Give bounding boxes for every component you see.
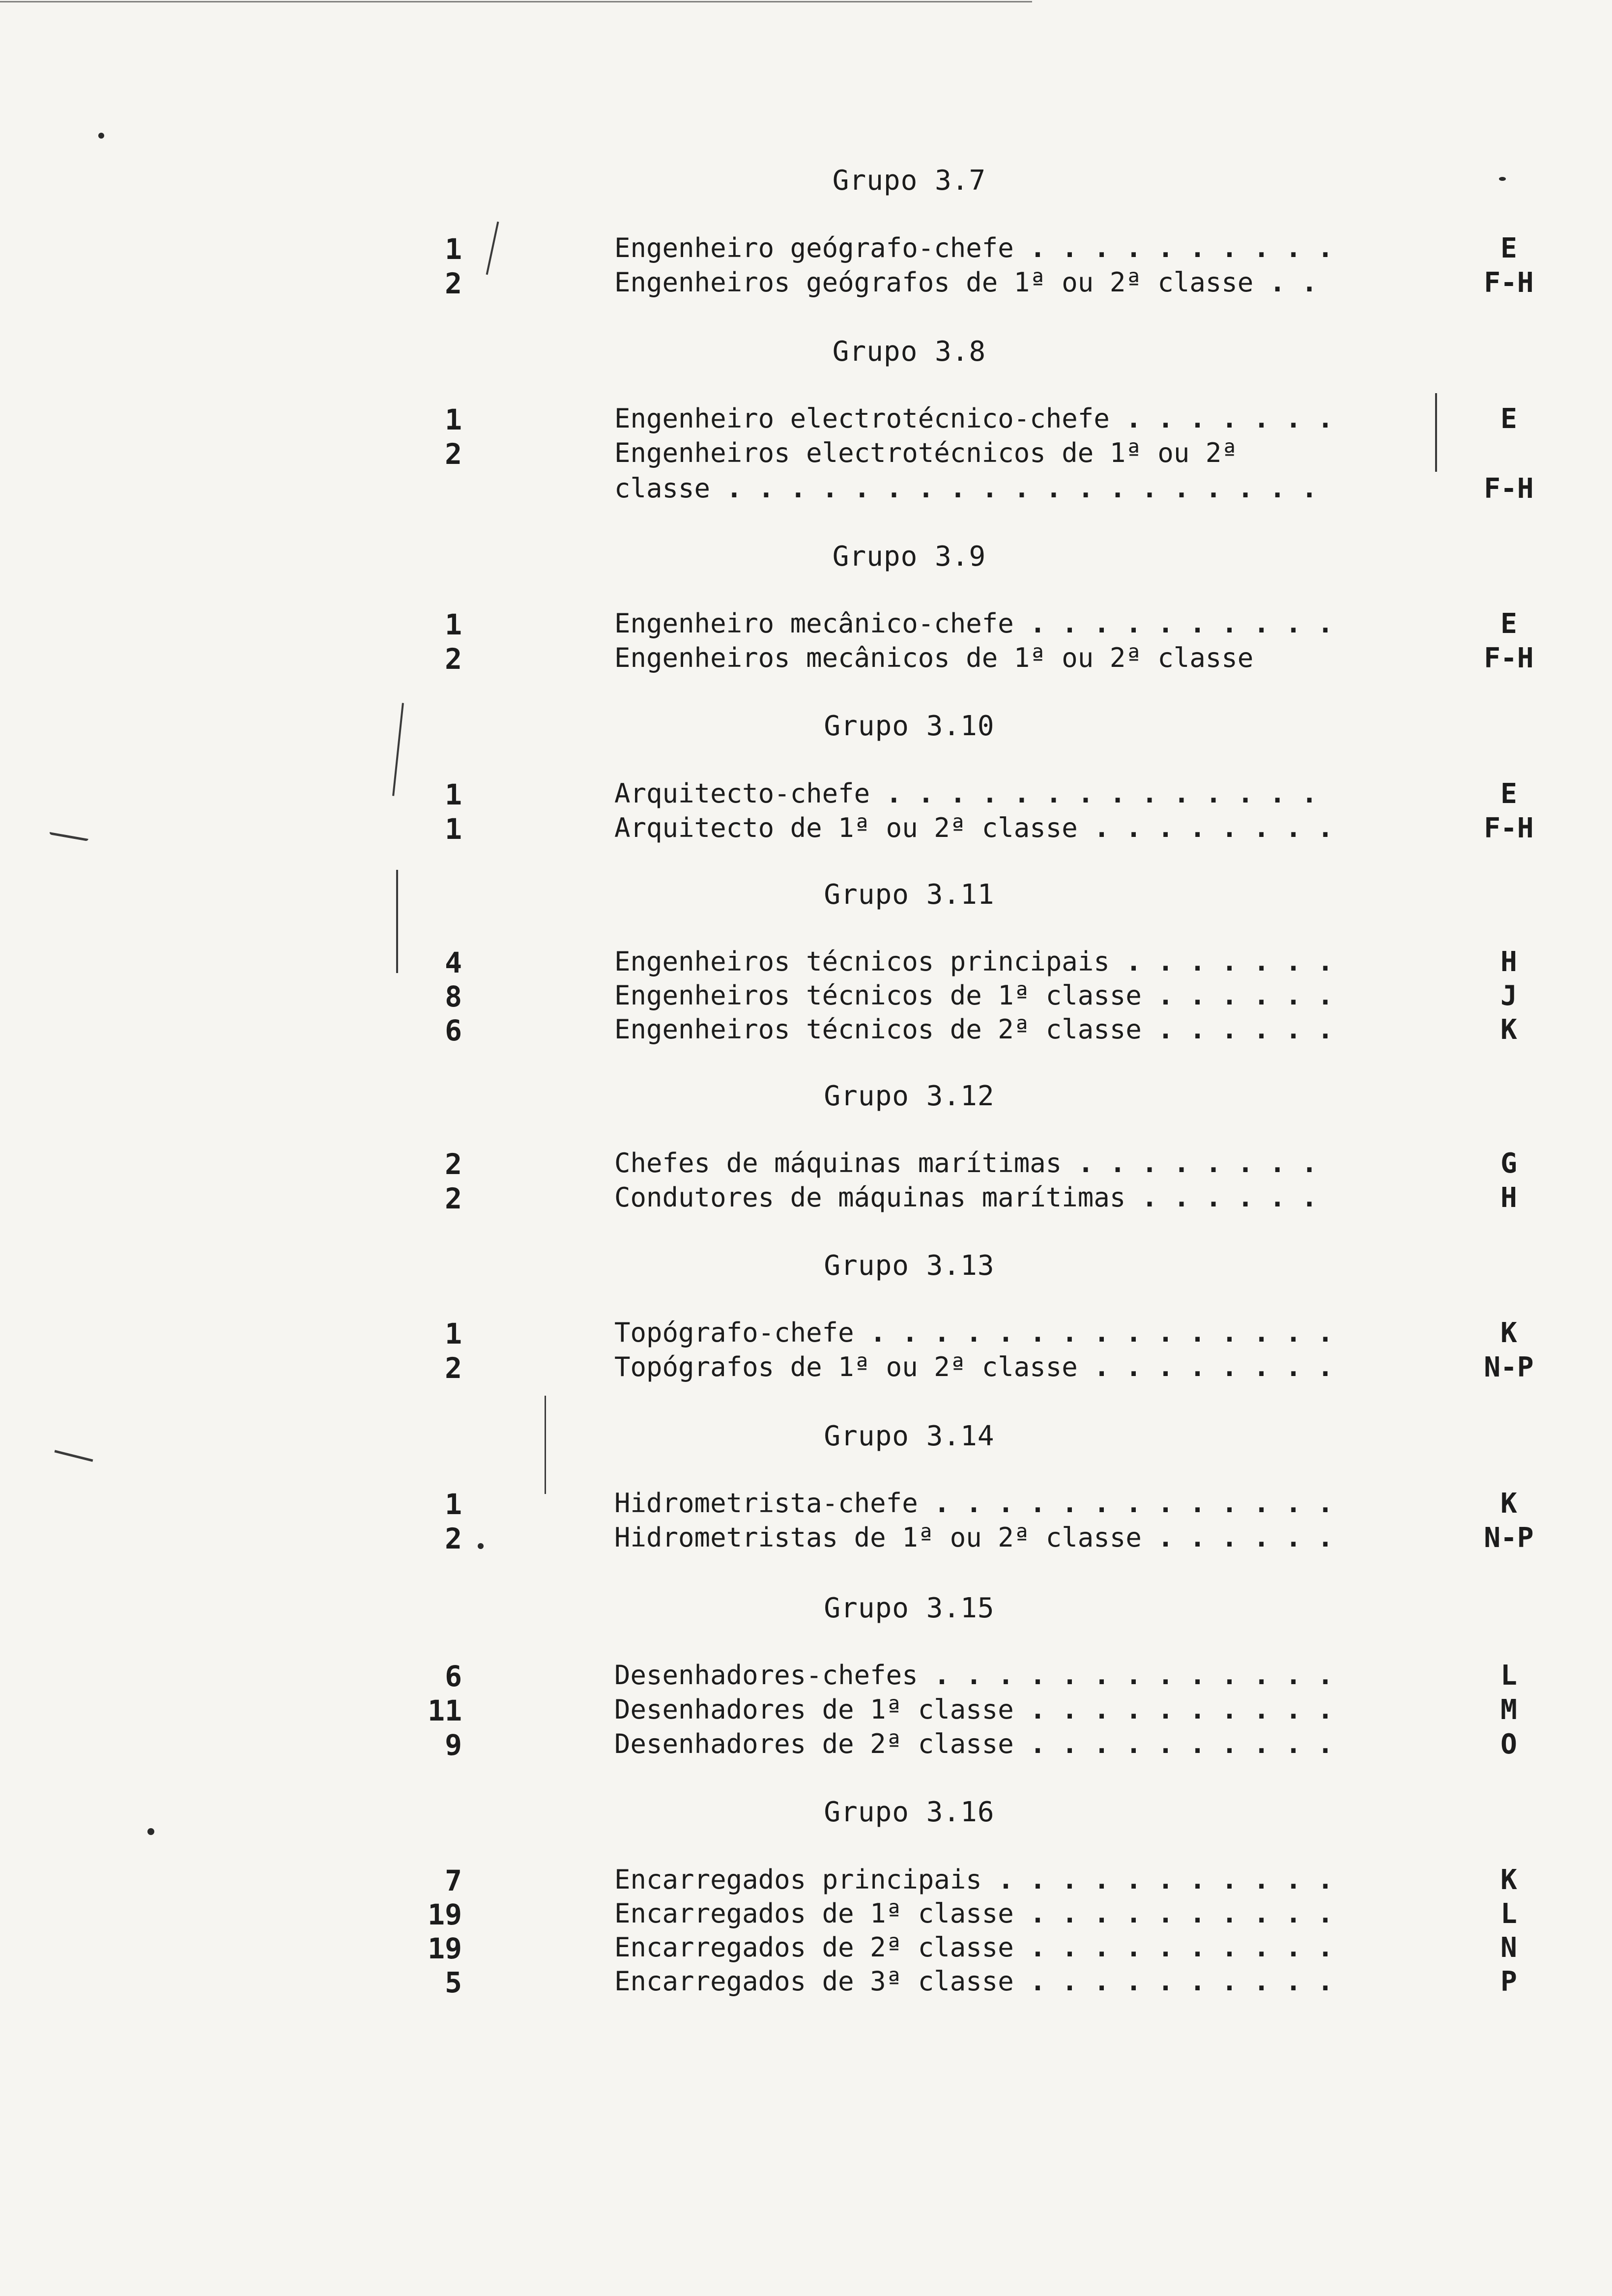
level: K: [1500, 1014, 1517, 1046]
description: Engenheiro geógrafo-chefe . . .: [614, 232, 1332, 263]
group-title: Grupo 3.14: [824, 1420, 995, 1452]
table-row: [0, 1728, 1612, 1763]
description: Desenhadores de 1ª classe . . .: [614, 1694, 1332, 1725]
description: Engenheiros mecânicos de 1ª ou 2ª classe: [614, 642, 1254, 673]
table-row: [0, 778, 1612, 812]
level: J: [1500, 980, 1517, 1012]
description: Hidrometristas de 1ª ou 2ª classe . . .: [614, 1522, 1332, 1553]
group-title: Grupo 3.9: [832, 541, 986, 573]
level: E: [1500, 403, 1517, 435]
quantity: 19: [428, 1898, 462, 1931]
quantity: 1: [445, 232, 462, 266]
table-row: [0, 608, 1612, 642]
level: H: [1500, 946, 1517, 978]
description: Encarregados de 1ª classe . . .: [614, 1898, 1332, 1929]
scan-mark: [545, 1396, 546, 1494]
description: Arquitecto-chefe . . .: [614, 778, 1332, 809]
description: Engenheiro mecânico-chefe . . .: [614, 608, 1332, 639]
level: H: [1500, 1182, 1517, 1214]
table-row: [0, 1351, 1612, 1386]
group-title: Grupo 3.10: [824, 710, 995, 742]
level: F-H: [1484, 642, 1534, 674]
table-row: [0, 1014, 1612, 1048]
description: Chefes de máquinas marítimas . . .: [614, 1148, 1332, 1178]
level: K: [1500, 1488, 1517, 1520]
quantity: 6: [445, 1014, 462, 1047]
level: L: [1500, 1660, 1517, 1692]
quantity: 2: [445, 1182, 462, 1215]
table-row: [0, 812, 1612, 847]
quantity: 19: [428, 1932, 462, 1965]
description: Engenheiros geógrafos de 1ª ou 2ª classe . . .: [614, 267, 1332, 298]
group-title: Grupo 3.13: [824, 1250, 995, 1282]
level: N-P: [1484, 1522, 1534, 1554]
table-row: [0, 1864, 1612, 1898]
table-row: [0, 1932, 1612, 1966]
level: L: [1500, 1898, 1517, 1930]
description: Engenheiro electrotécnico-chefe . . .: [614, 403, 1332, 434]
level: M: [1500, 1694, 1517, 1726]
description: Engenheiros técnicos de 2ª classe . . .: [614, 1014, 1332, 1045]
level: E: [1500, 608, 1517, 640]
group-title: Grupo 3.16: [824, 1796, 995, 1828]
description: Encarregados de 2ª classe . . .: [614, 1932, 1332, 1963]
table-row: [0, 1966, 1612, 2000]
description: Encarregados principais . . .: [614, 1864, 1332, 1895]
table-row: [0, 1317, 1612, 1351]
description: Desenhadores-chefes . . .: [614, 1660, 1332, 1691]
table-row: [0, 1898, 1612, 1932]
quantity: 2: [445, 1148, 462, 1181]
table-row: [0, 1522, 1612, 1556]
quantity: 5: [445, 1966, 462, 1999]
group-title: Grupo 3.12: [824, 1080, 995, 1112]
level: O: [1500, 1728, 1517, 1760]
quantity: 1: [445, 778, 462, 811]
description: Topógrafos de 1ª ou 2ª classe . . .: [614, 1351, 1332, 1382]
scan-dot: [147, 1828, 154, 1835]
level: K: [1500, 1317, 1517, 1349]
description: Engenheiros técnicos principais . . .: [614, 946, 1332, 977]
quantity: 2: [445, 642, 462, 676]
table-row: [0, 473, 1612, 507]
quantity: 2: [445, 267, 462, 300]
quantity: 1: [445, 608, 462, 641]
quantity: 7: [445, 1864, 462, 1897]
quantity: 8: [445, 980, 462, 1013]
level: E: [1500, 232, 1517, 264]
quantity: 4: [445, 946, 462, 979]
level: E: [1500, 778, 1517, 810]
scan-mark: [55, 1450, 93, 1462]
level: K: [1500, 1864, 1517, 1896]
table-row: [0, 642, 1612, 677]
group-title: Grupo 3.15: [824, 1592, 995, 1624]
quantity: 11: [428, 1694, 462, 1727]
scan-dot: [98, 133, 104, 139]
table-row: [0, 1694, 1612, 1728]
table-row: [0, 1660, 1612, 1694]
quantity: 2: [445, 1522, 462, 1555]
quantity: 2: [445, 1351, 462, 1385]
description: classe . . .: [614, 473, 1332, 504]
table-row: [0, 437, 1612, 472]
quantity: 2: [445, 437, 462, 471]
description: Engenheiros técnicos de 1ª classe . . .: [614, 980, 1332, 1011]
level: F-H: [1484, 473, 1534, 505]
description: Encarregados de 3ª classe . . .: [614, 1966, 1332, 1997]
level: P: [1500, 1966, 1517, 1998]
table-row: [0, 1488, 1612, 1522]
description: Engenheiros electrotécnicos de 1ª ou 2ª: [614, 437, 1238, 468]
top-edge-line: [0, 1, 1032, 2]
table-row: [0, 1148, 1612, 1182]
scan-dot: [1499, 177, 1506, 181]
description: Topógrafo-chefe . . .: [614, 1317, 1332, 1348]
description: Hidrometrista-chefe . . .: [614, 1488, 1332, 1519]
table-row: [0, 403, 1612, 437]
table-row: [0, 1182, 1612, 1216]
level: N-P: [1484, 1351, 1534, 1383]
quantity: 6: [445, 1660, 462, 1693]
level: N: [1500, 1932, 1517, 1964]
quantity: 1: [445, 812, 462, 846]
group-title: Grupo 3.7: [832, 165, 986, 197]
group-title: Grupo 3.8: [832, 336, 986, 368]
level: F-H: [1484, 812, 1534, 844]
group-title: Grupo 3.11: [824, 879, 995, 911]
description: Desenhadores de 2ª classe . . .: [614, 1728, 1332, 1759]
quantity: 1: [445, 1488, 462, 1521]
description: Condutores de máquinas marítimas . . .: [614, 1182, 1332, 1213]
table-row: [0, 267, 1612, 301]
quantity: 1: [445, 403, 462, 436]
quantity: 1: [445, 1317, 462, 1350]
table-row: [0, 946, 1612, 980]
table-row: [0, 232, 1612, 267]
description: Arquitecto de 1ª ou 2ª classe . . .: [614, 812, 1332, 843]
level: G: [1500, 1148, 1517, 1179]
table-row: [0, 980, 1612, 1014]
quantity: 9: [445, 1728, 462, 1762]
level: F-H: [1484, 267, 1534, 299]
